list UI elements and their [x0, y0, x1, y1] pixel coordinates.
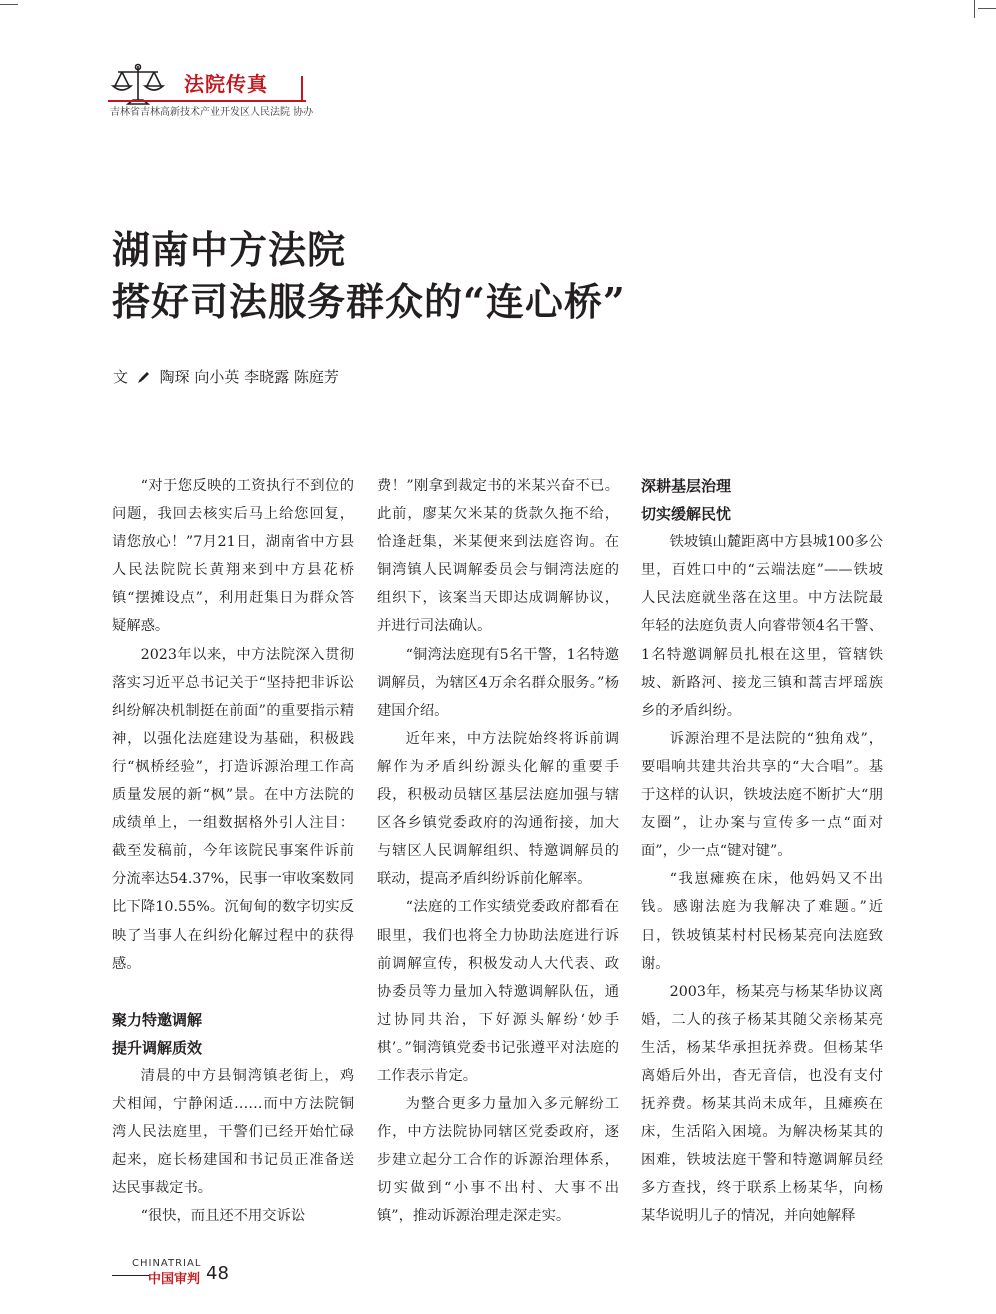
section-subheading: 切实缓解民忧 — [641, 505, 732, 524]
page-footer — [112, 1258, 242, 1292]
paragraph: 近年来，中方法院始终将诉前调解作为矛盾纠纷源头化解的重要手段，积极动员辖区基层法庭加强与辖区各乡镇党委政府的沟通衔接，加大与辖区人民调解组织、特邀调解员的联动，提高矛盾纠纷诉前化解率。 — [377, 730, 619, 888]
byline — [113, 366, 339, 387]
column-sponsor: 吉林省吉林高新技术产业开发区人民法院 协办 — [110, 107, 314, 118]
text-column-2 — [377, 472, 619, 1231]
page-number: 48 — [206, 1263, 229, 1284]
text-column-3 — [641, 472, 883, 1231]
byline-authors: 陶琛 向小英 李晓露 陈庭芳 — [159, 368, 339, 386]
crop-mark — [974, 0, 975, 18]
magazine-logo: 中国审判 — [148, 1272, 201, 1287]
paragraph: 为整合更多力量加入多元解纷工作，中方法院协同辖区党委政府，逐步建立起分工合作的诉源治理体系，切实做到“小事不出村、大事不出镇”，推动诉源治理走深走实。 — [377, 1096, 619, 1225]
paragraph-continued: 费！”刚拿到裁定书的米某兴奋不已。此前，廖某欠米某的货款久拖不给，恰逢赶集，米某便来到法庭咨询。在铜湾镇人民调解委员会与铜湾法庭的组织下，该案当天即达成调解协议，并进行司法确认。 — [377, 478, 619, 635]
column-rule-tick — [301, 76, 303, 102]
footer-rule — [112, 1275, 150, 1276]
paragraph: “法庭的工作实绩党委政府都看在眼里，我们也将全力协助法庭进行诉前调解宣传，积极发动人大代表、政协委员等力量加入特邀调解队伍，通过协同共治，下好源头解纷‘妙手棋’。”铜湾镇党委书记张遵平对法庭的工作表示肯定。 — [377, 899, 619, 1084]
article-title — [112, 224, 626, 328]
byline-prefix: 文 — [113, 368, 129, 386]
paragraph: “很快，而且还不用交诉讼 — [140, 1208, 306, 1225]
paragraph: “铜湾法庭现有5名干警，1名特邀调解员，为辖区4万余名群众服务。”杨建国介绍。 — [377, 646, 619, 719]
paragraph: 2003年，杨某亮与杨某华协议离婚，二人的孩子杨某其随父亲杨某亮生活，杨某华承担抚养费。但杨某华离婚后外出，杳无音信，也没有支付抚养费。杨某其尚未成年，且瘫痪在床，生活陷入困境。为解决杨某其的困难，铁坡法庭干警和特邀调解员经多方查找，终于联系上杨某华，向杨某华说明儿子的情况，并向她解释 — [641, 983, 883, 1225]
crop-mark — [0, 4, 18, 5]
column-header — [108, 62, 314, 118]
pen-icon — [137, 370, 151, 384]
paragraph: 诉源治理不是法院的“独角戏”，要唱响共建共治共享的“大合唱”。基于这样的认识，铁坡法庭不断扩大“朋友圈”，让办案与宣传多一点“面对面”，少一点“键对键”。 — [641, 730, 883, 860]
column-title: 法院传真 — [184, 72, 268, 96]
paragraph: 2023年以来，中方法院深入贯彻落实习近平总书记关于“坚持把非诉讼纠纷解决机制挺在前面”的重要指示精神，以强化法庭建设为基础，积极践行“枫桥经验”，打造诉源治理工作高质量发展的新“枫”景。在中方法院的成绩单上，一组数据格外引人注目：截至发稿前，今年该院民事案件诉前分流率达54.37%，民事一审收案数同比下降10.55%。沉甸甸的数字切实反映了当事人在纠纷化解过程中的获得感。 — [112, 646, 354, 972]
column-rule — [108, 100, 306, 102]
crop-mark — [978, 8, 996, 9]
section-heading: 深耕基层治理 — [641, 477, 732, 495]
paragraph: 清晨的中方县铜湾镇老街上，鸡犬相闻，宁静闲适……而中方法院铜湾人民法庭里，干警们已经开始忙碌起来，庭长杨建国和书记员正准备送达民事裁定书。 — [112, 1067, 354, 1197]
text-column-1 — [112, 472, 354, 1230]
section-subheading: 提升调解质效 — [112, 1038, 203, 1057]
article-title-line1: 湖南中方法院 — [112, 227, 347, 272]
paragraph: “对于您反映的工资执行不到位的问题，我回去核实后马上给您回复，请您放心！”7月21日，湖南省中方县人民法院院长黄翔来到中方县花桥镇“摆摊设点”，利用赶集日为群众答疑解惑。 — [112, 478, 354, 635]
paragraph: 铁坡镇山麓距离中方县城100多公里，百姓口中的“云端法庭”——铁坡人民法庭就坐落在这里。中方法院最年轻的法庭负责人向睿带领4名干警、1名特邀调解员扎根在这里，管辖铁坡、新路河、接龙三镇和蒿吉坪瑶族乡的矛盾纠纷。 — [641, 534, 883, 719]
paragraph: “我崽瘫痪在床，他妈妈又不出钱。感谢法庭为我解决了难题。”近日，铁坡镇某村村民杨某亮向法庭致谢。 — [641, 871, 883, 972]
section-heading: 聚力特邀调解 — [112, 1010, 203, 1029]
article-title-line2: 搭好司法服务群众的“连心桥” — [112, 279, 626, 324]
magazine-name-en: CHINATRIAL — [132, 1258, 202, 1269]
